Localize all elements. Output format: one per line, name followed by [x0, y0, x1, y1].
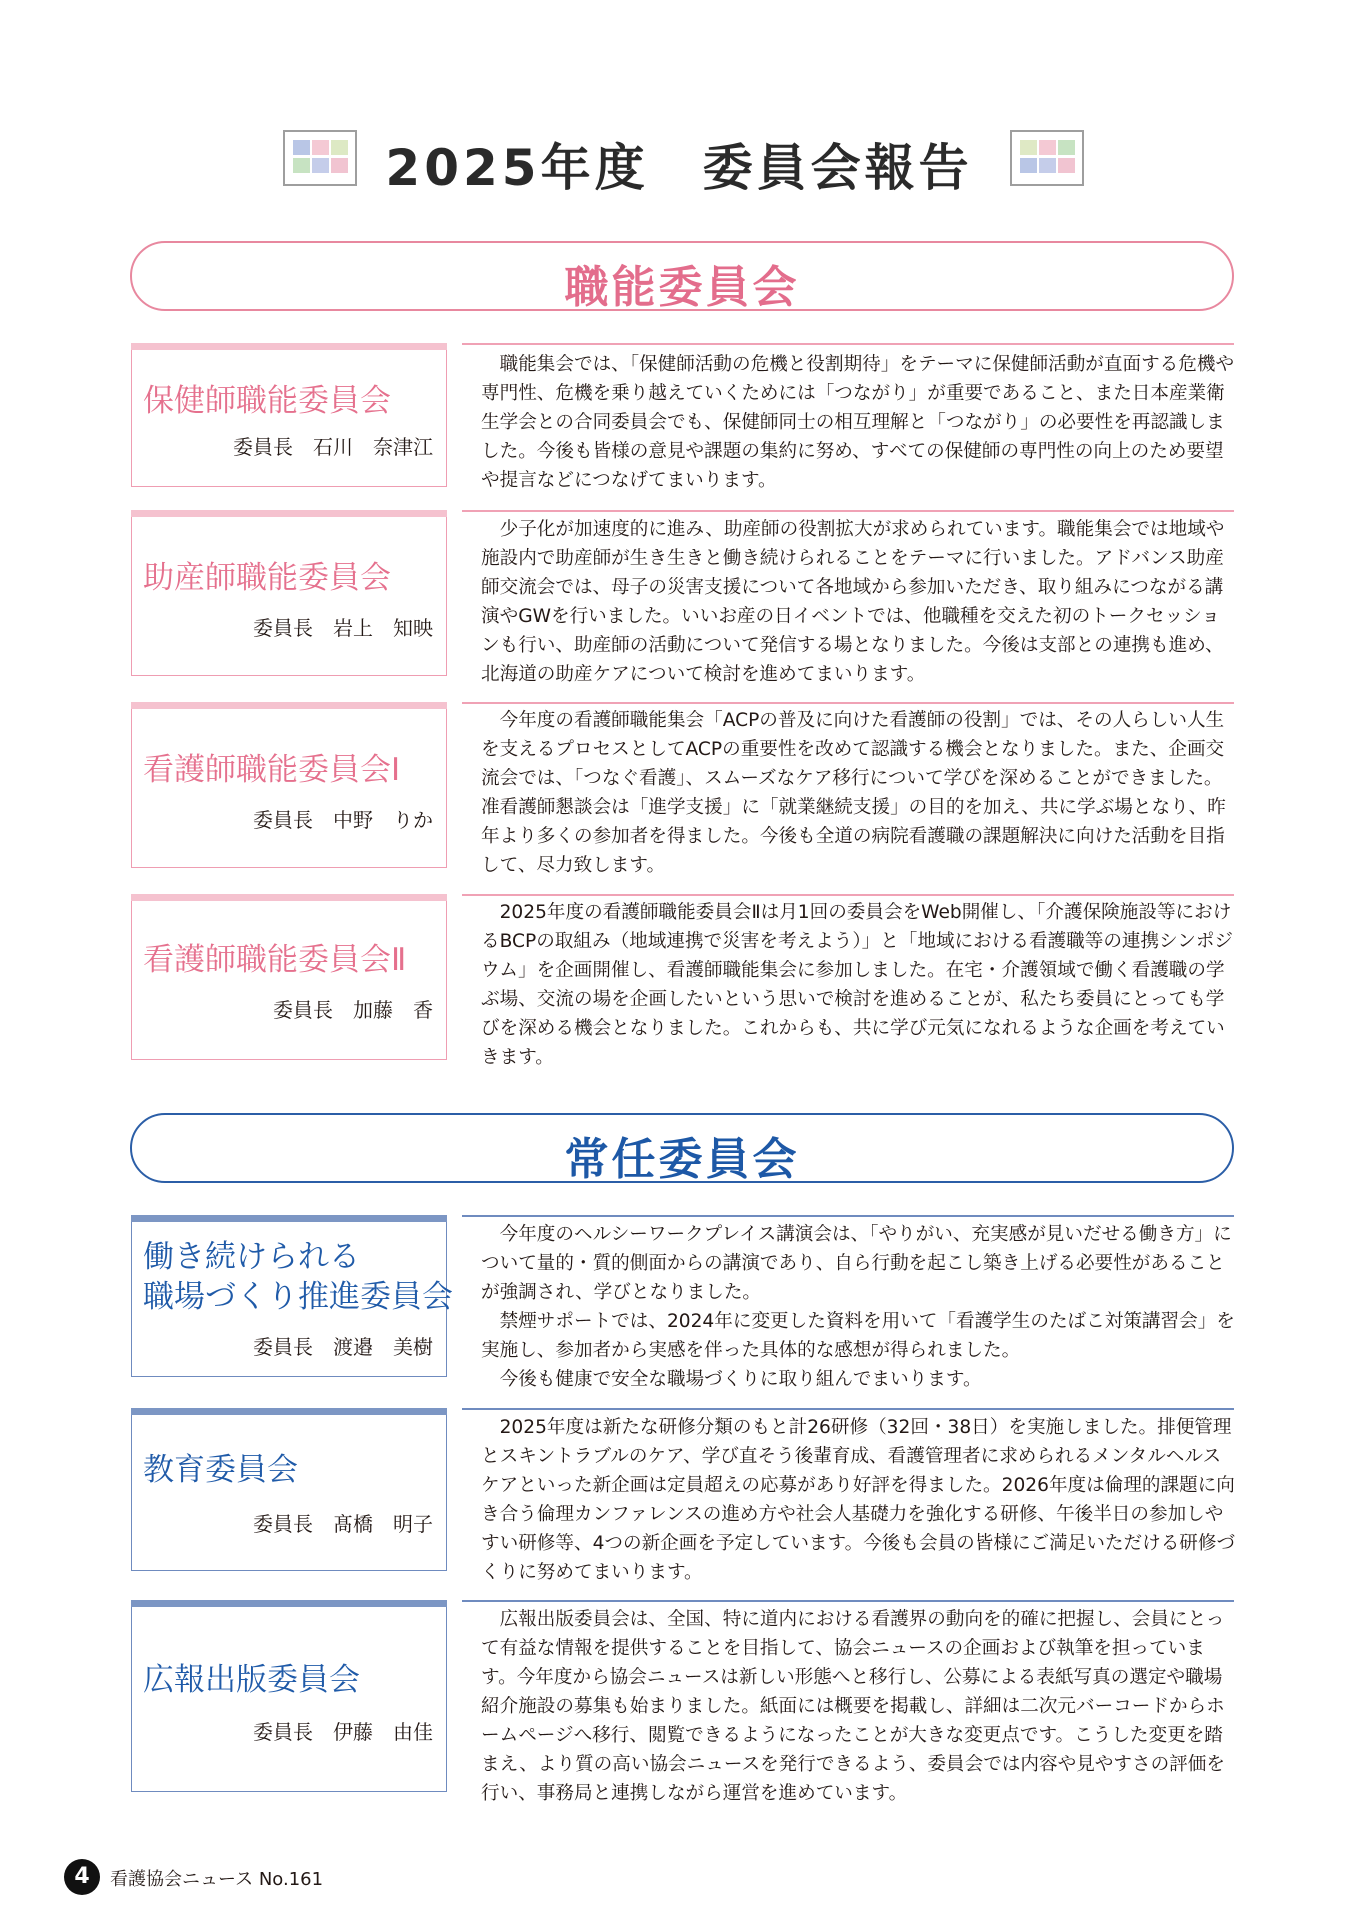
committee-chair: 委員長 岩上 知映	[253, 616, 433, 640]
report-paragraph: 今年度の看護師職能集会「ACPの普及に向けた看護師の役割」では、その人らしい人生を支えるプロセスとしてACPの重要性を改めて認識する機会となりました。また、企画交流会では、「つなぐ看護」、スムーズなケア移行について学びを深めることができました。准看護師懇談会は「進学支援」に「就業継続支援」の目的を加え、共に学ぶ場となり、昨年より多くの参加者を得ました。今後も全道の病院看護職の課題解決に向けた活動を目指して、尽力致します。	[481, 710, 1226, 876]
committee-chair: 委員長 加藤 香	[273, 998, 433, 1022]
committee-box	[131, 510, 447, 676]
committee-report	[481, 706, 1238, 880]
committee-chair: 委員長 石川 奈津江	[233, 435, 433, 459]
report-paragraph: 今後も健康で安全な職場づくりに取り組んでまいります。	[499, 1369, 982, 1390]
section-title: 常任委員会	[564, 1134, 800, 1185]
report-paragraph: 広報出版委員会は、全国、特に道内における看護界の動向を的確に把握し、会員にとって有益な情報を提供することを目指して、協会ニュースの企画および執筆を担っています。今年度から協会ニュースは新しい形態へと移行し、公募による表紙写真の選定や職場紹介施設の募集も始まりました。紙面には概要を掲載し、詳細は二次元バーコードからホームページへ移行、閲覧できるようになったことが大きな変更点です。こうした変更を踏まえ、より質の高い協会ニュースを発行できるよう、委員会では内容や見やすさの評価を行い、事務局と連携しながら運営を進めています。	[481, 1609, 1225, 1804]
committee-name: 教育委員会	[143, 1452, 298, 1488]
committee-chair: 委員長 髙橋 明子	[253, 1512, 433, 1536]
page-title: 2025年度 委員会報告	[385, 139, 973, 197]
committee-frame	[131, 1415, 447, 1571]
divider	[462, 343, 1234, 345]
committee-report	[481, 1605, 1238, 1808]
decorative-grid-icon	[1010, 130, 1084, 186]
committee-bar	[131, 702, 447, 709]
section-title: 職能委員会	[564, 262, 800, 313]
committee-bar	[131, 1408, 447, 1415]
committee-bar	[131, 343, 447, 350]
committee-name: 働き続けられる 職場づくり推進委員会	[143, 1239, 453, 1315]
committee-frame	[131, 901, 447, 1060]
divider	[462, 894, 1234, 896]
committee-chair: 委員長 中野 りか	[253, 808, 433, 832]
committee-name: 看護師職能委員会Ⅱ	[143, 942, 407, 978]
divider	[462, 1215, 1234, 1217]
committee-chair: 委員長 伊藤 由佳	[253, 1720, 433, 1744]
committee-report	[481, 350, 1238, 495]
committee-box	[131, 1600, 447, 1792]
page-number: 4	[64, 1859, 100, 1895]
committee-name: 広報出版委員会	[143, 1662, 360, 1698]
report-paragraph: 2025年度の看護師職能委員会Ⅱは月1回の委員会をWeb開催し、「介護保険施設等におけるBCPの取組み（地域連携で災害を考えよう）」と「地域における看護職等の連携シンポジウム」を企画開催し、看護師職能集会に参加しました。在宅・介護領域で働く看護職の学ぶ場、交流の場を企画したいという思いで検討を進めることが、私たち委員にとっても学びを深める機会となりました。これからも、共に学び元気になれるような企画を考えていきます。	[481, 902, 1234, 1068]
committee-report	[481, 1220, 1238, 1394]
committee-bar	[131, 1600, 447, 1607]
committee-report	[481, 1413, 1238, 1587]
report-paragraph: 少子化が加速度的に進み、助産師の役割拡大が求められています。職能集会では地域や施設内で助産師が生き生きと働き続けられることをテーマに行いました。アドバンス助産師交流会では、母子の災害支援について各地域から参加いただき、取り組みにつながる講演やGWを行いました。いいお産の日イベントでは、他職種を交えた初のトークセッションも行い、助産師の活動について発信する場となりました。今後は支部との連携も進め、北海道の助産ケアについて検討を進めてまいります。	[481, 519, 1225, 685]
committee-box	[131, 343, 447, 487]
report-paragraph: 禁煙サポートでは、2024年に変更した資料を用いて「看護学生のたばこ対策講習会」を実施し、参加者から実感を伴った具体的な感想が得られました。	[481, 1311, 1235, 1361]
committee-bar	[131, 510, 447, 517]
committee-box	[131, 702, 447, 868]
section-header-shokuno	[130, 241, 1234, 311]
page-header	[0, 122, 1358, 202]
committee-report	[481, 898, 1238, 1072]
committee-bar	[131, 894, 447, 901]
report-paragraph: 職能集会では、「保健師活動の危機と役割期待」をテーマに保健師活動が直面する危機や専門性、危機を乗り越えていくためには「つながり」が重要であること、また日本産業衛生学会との合同委員会でも、保健師同士の相互理解と「つながり」の必要性を再認識しました。今後も皆様の意見や課題の集約に努め、すべての保健師の専門性の向上のため要望や提言などにつなげてまいります。	[481, 354, 1235, 491]
committee-report	[481, 515, 1238, 689]
divider	[462, 702, 1234, 704]
committee-box	[131, 1215, 453, 1377]
divider	[462, 1408, 1234, 1410]
committee-name: 保健師職能委員会	[143, 383, 391, 419]
committee-box	[131, 894, 447, 1060]
committee-box	[131, 1408, 447, 1571]
committee-name: 看護師職能委員会Ⅰ	[143, 752, 401, 788]
committee-bar	[131, 1215, 447, 1222]
divider	[462, 510, 1234, 512]
divider	[462, 1600, 1234, 1602]
publication-name: 看護協会ニュース No.161	[110, 1869, 324, 1890]
committee-name: 助産師職能委員会	[143, 560, 391, 596]
report-paragraph: 今年度のヘルシーワークプレイス講演会は、「やりがい、充実感が見いだせる働き方」について量的・質的側面からの講演であり、自ら行動を起こし築き上げる必要性があることが強調され、学びとなりました。	[481, 1224, 1232, 1303]
committee-chair: 委員長 渡邉 美樹	[253, 1335, 433, 1359]
report-paragraph: 2025年度は新たな研修分類のもと計26研修（32回・38日）を実施しました。排便管理とスキントラブルのケア、学び直そう後輩育成、看護管理者に求められるメンタルヘルスケアといった新企画は定員超えの応募があり好評を得ました。2026年度は倫理的課題に向き合う倫理カンファレンスの進め方や社会人基礎力を強化する研修、午後半日の参加しやすい研修等、4つの新企画を予定しています。今後も会員の皆様にご満足いただける研修づくりに努めてまいります。	[481, 1417, 1236, 1583]
section-header-jonin	[130, 1113, 1234, 1183]
